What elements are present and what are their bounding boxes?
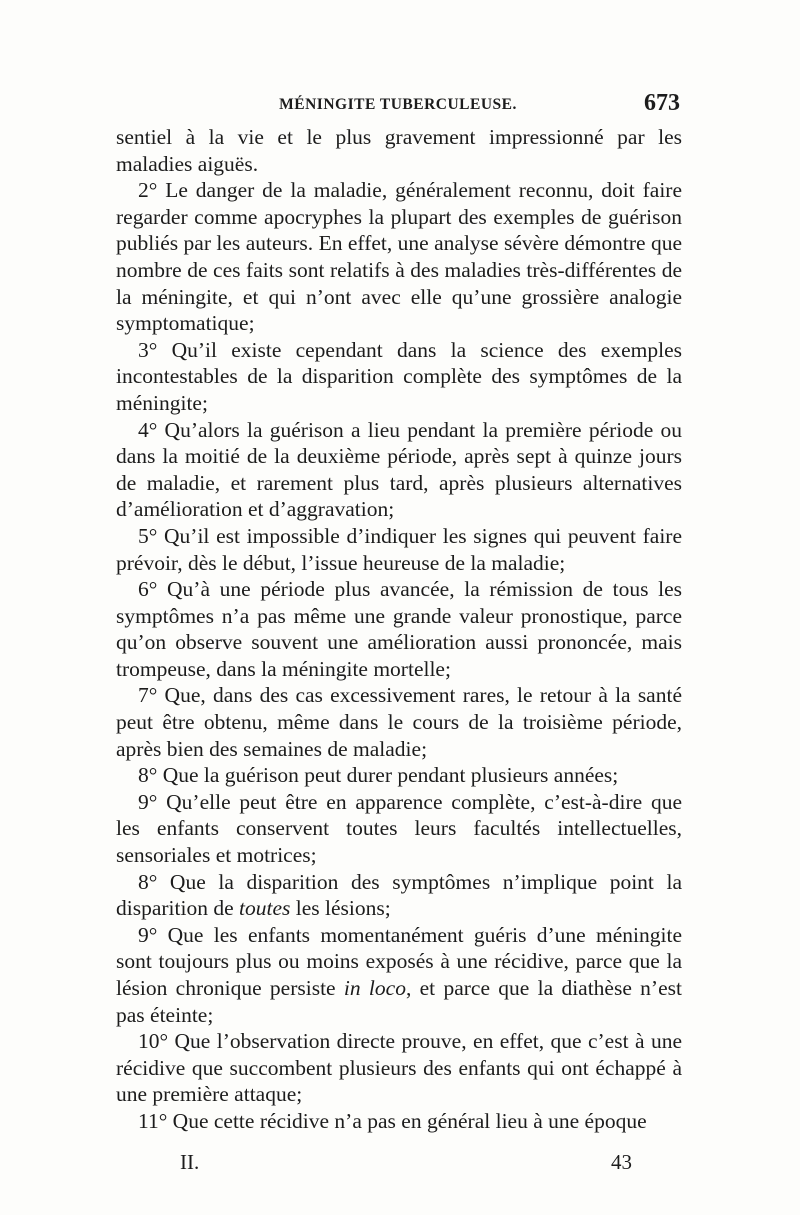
paragraph-item-3: 3° Qu’il existe cependant dans la science des exemples incontestables de la disparition complète des symptômes de la méningite;	[116, 337, 682, 415]
paragraph-item-7: 7° Que, dans des cas excessivement rares, le retour à la santé peut être obtenu, même dans le cours de la troisième période, après bien des semaines de maladie;	[116, 683, 682, 761]
page-footer	[180, 1150, 632, 1176]
page-number: 673	[644, 90, 680, 116]
paragraph-item-9-bis	[116, 922, 682, 1028]
paragraph-text: , et parce que la diathèse n’est pas éteinte;	[116, 976, 682, 1027]
running-title: MÉNINGITE TUBERCULEUSE.	[279, 96, 517, 113]
paragraph-text: les lésions;	[290, 896, 391, 921]
paragraph-item-10: 10° Que l’observation directe prouve, en effet, que c’est à une récidive que succombent plusieurs des enfants qui ont échappé à une première attaque;	[116, 1029, 682, 1107]
body-text	[116, 124, 682, 1135]
paragraph-item-2: 2° Le danger de la maladie, généralement reconnu, doit faire regarder comme apocryphes la plupart des exemples de guérison publiés par les auteurs. En effet, une analyse sévère démontre que nombre de ces faits sont relatifs à des maladies très-différentes de la méningite, et qui n’ont avec elle qu’une grossière analogie symptomatique;	[116, 178, 682, 336]
paragraph-item-11: 11° Que cette récidive n’a pas en général lieu à une époque	[138, 1108, 647, 1133]
paragraph-item-8: 8° Que la guérison peut durer pendant plusieurs années;	[138, 763, 619, 788]
paragraph-item-5: 5° Qu’il est impossible d’indiquer les signes qui peuvent faire prévoir, dès le début, l’issue heureuse de la maladie;	[116, 523, 682, 575]
paragraph-text: 8° Que la disparition des symptômes n’implique point la disparition de	[116, 869, 682, 921]
paragraph-item-4: 4° Qu’alors la guérison a lieu pendant la première période ou dans la moitié de la deuxième période, après sept à quinze jours de maladie, et rarement plus tard, après plusieurs alternatives d’amélioration et d’aggravation;	[116, 417, 682, 522]
italic-emphasis: in loco	[343, 976, 406, 1000]
paragraph-item-8-bis	[116, 869, 682, 922]
running-head	[116, 92, 680, 126]
signature-mark: II.	[180, 1150, 200, 1174]
paragraph-continuation: sentiel à la vie et le plus gravement impressionné par les maladies aiguës.	[116, 125, 682, 176]
sheet-number: 43	[611, 1150, 632, 1174]
paragraph-item-9: 9° Qu’elle peut être en apparence complète, c’est-à-dire que les enfants conservent toutes leurs facultés intellectuelles, sensoriales et motrices;	[116, 789, 682, 868]
italic-emphasis: toutes	[239, 896, 291, 921]
paragraph-text: 9° Que les enfants momentanément guéris d’une méningite sont toujours plus ou moins exposés à une récidive, parce que la lésion chronique persiste	[116, 922, 682, 1000]
paragraph-item-6: 6° Qu’à une période plus avancée, la rémission de tous les symptômes n’a pas même une grande valeur pronostique, parce qu’on observe souvent une amélioration aussi prononcée, mais trompeuse, dans la méningite mortelle;	[116, 577, 682, 681]
